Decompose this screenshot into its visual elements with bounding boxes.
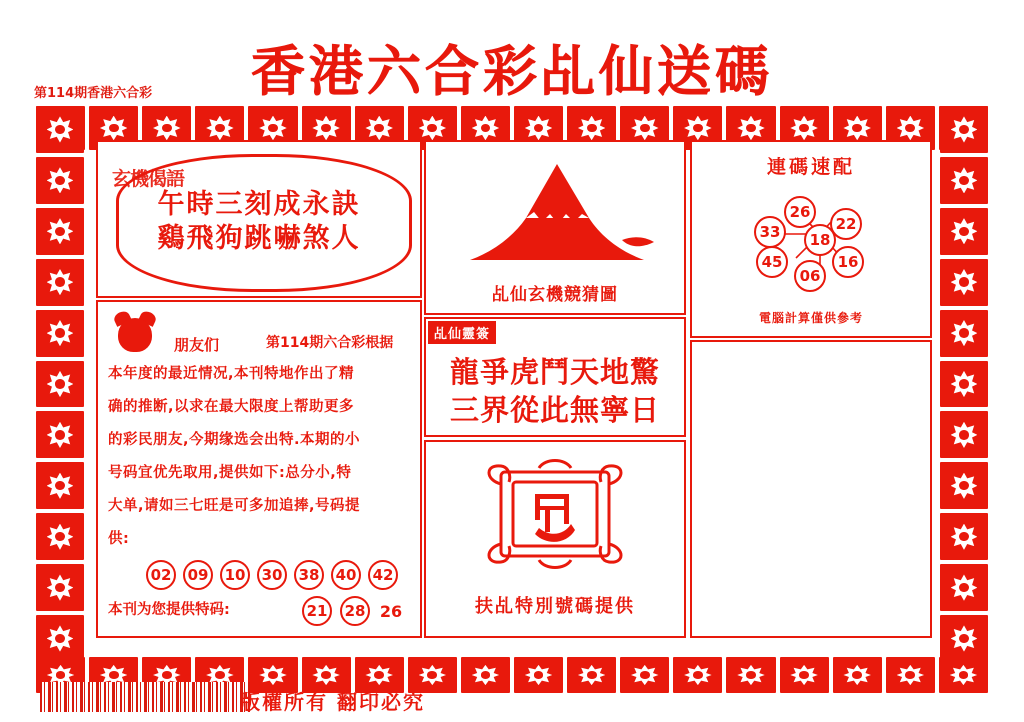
lianma-ball: 06 (794, 260, 826, 292)
ornamental-seal-icon (479, 456, 631, 572)
number-ball: 40 (331, 560, 361, 590)
special-numbers-label: 本刊为您提供特码: (108, 602, 230, 618)
lianma-number-cluster (692, 186, 930, 296)
lianma-ball: 45 (756, 246, 788, 278)
special-number-ball: 21 (302, 596, 332, 626)
poem-line-2: 鷄飛狗跳嚇煞人 (157, 223, 361, 254)
blank-panel (690, 340, 932, 638)
article-panel (96, 300, 422, 638)
article-line: 确的推断,以求在最大限度上帮助更多 (108, 399, 355, 415)
couplet-line-1: 龍爭虎鬥天地驚 (449, 355, 660, 389)
bull-head-icon (110, 310, 168, 356)
issue-label: 第114期香港六合彩 (34, 86, 153, 101)
lianma-panel (690, 140, 932, 338)
article-line: 大单,请如三七旺是可多加追捧,号码提 (108, 498, 361, 514)
barcode (40, 682, 250, 712)
number-ball: 09 (183, 560, 213, 590)
page-title: 香港六合彩乩仙送碼 (251, 39, 773, 103)
article-line: 本年度的最近情况,本刊特地作出了精 (108, 366, 355, 382)
lianma-ball: 26 (784, 196, 816, 228)
couplet-tag: 乩仙靈簽 (428, 321, 496, 344)
poem-panel (96, 140, 422, 298)
lianma-ball: 22 (830, 208, 862, 240)
couplet-line-2: 三界從此無寧日 (449, 393, 660, 427)
number-ball: 10 (220, 560, 250, 590)
article-issue: 第114期六合彩根据 (266, 335, 394, 351)
poem-ribbon-label: 玄機偈語 (112, 168, 185, 190)
decorative-border-left (34, 104, 86, 664)
number-ball: 02 (146, 560, 176, 590)
lianma-title: 連碼速配 (766, 156, 855, 178)
lianma-note: 電腦計算僅供參考 (758, 311, 863, 325)
article-greeting: 朋友们 (174, 336, 220, 354)
article-line: 的彩民朋友,今期缘选会出特.本期的小 (108, 432, 361, 448)
mountain-caption: 乩仙玄機競猜圖 (492, 285, 618, 305)
lianma-ball: 33 (754, 216, 786, 248)
mountain-picture-panel (424, 140, 686, 315)
lianma-ball: 18 (804, 224, 836, 256)
poem-text (98, 188, 420, 256)
poem-line-1: 午時三刻成永訣 (157, 189, 361, 220)
copyright-notice: 版權所有 翻印必究 (240, 690, 425, 714)
special-numbers (302, 596, 404, 626)
special-number-ball: 28 (340, 596, 370, 626)
lianma-ball: 16 (832, 246, 864, 278)
article-line: 号码宜优先取用,提供如下:总分小,特 (108, 465, 352, 481)
number-ball: 30 (257, 560, 287, 590)
couplet-text (426, 353, 684, 429)
decorative-border-right (938, 104, 990, 664)
article-body (108, 358, 412, 556)
special-number-plain: 26 (379, 601, 403, 621)
couplet-panel (424, 317, 686, 437)
recommended-numbers (146, 560, 398, 590)
article-line: 供: (108, 531, 130, 547)
seal-panel (424, 440, 686, 638)
mountain-illustration (426, 156, 684, 274)
seal-caption: 扶乩特別號碼提供 (475, 596, 635, 617)
number-ball: 38 (294, 560, 324, 590)
number-ball: 42 (368, 560, 398, 590)
